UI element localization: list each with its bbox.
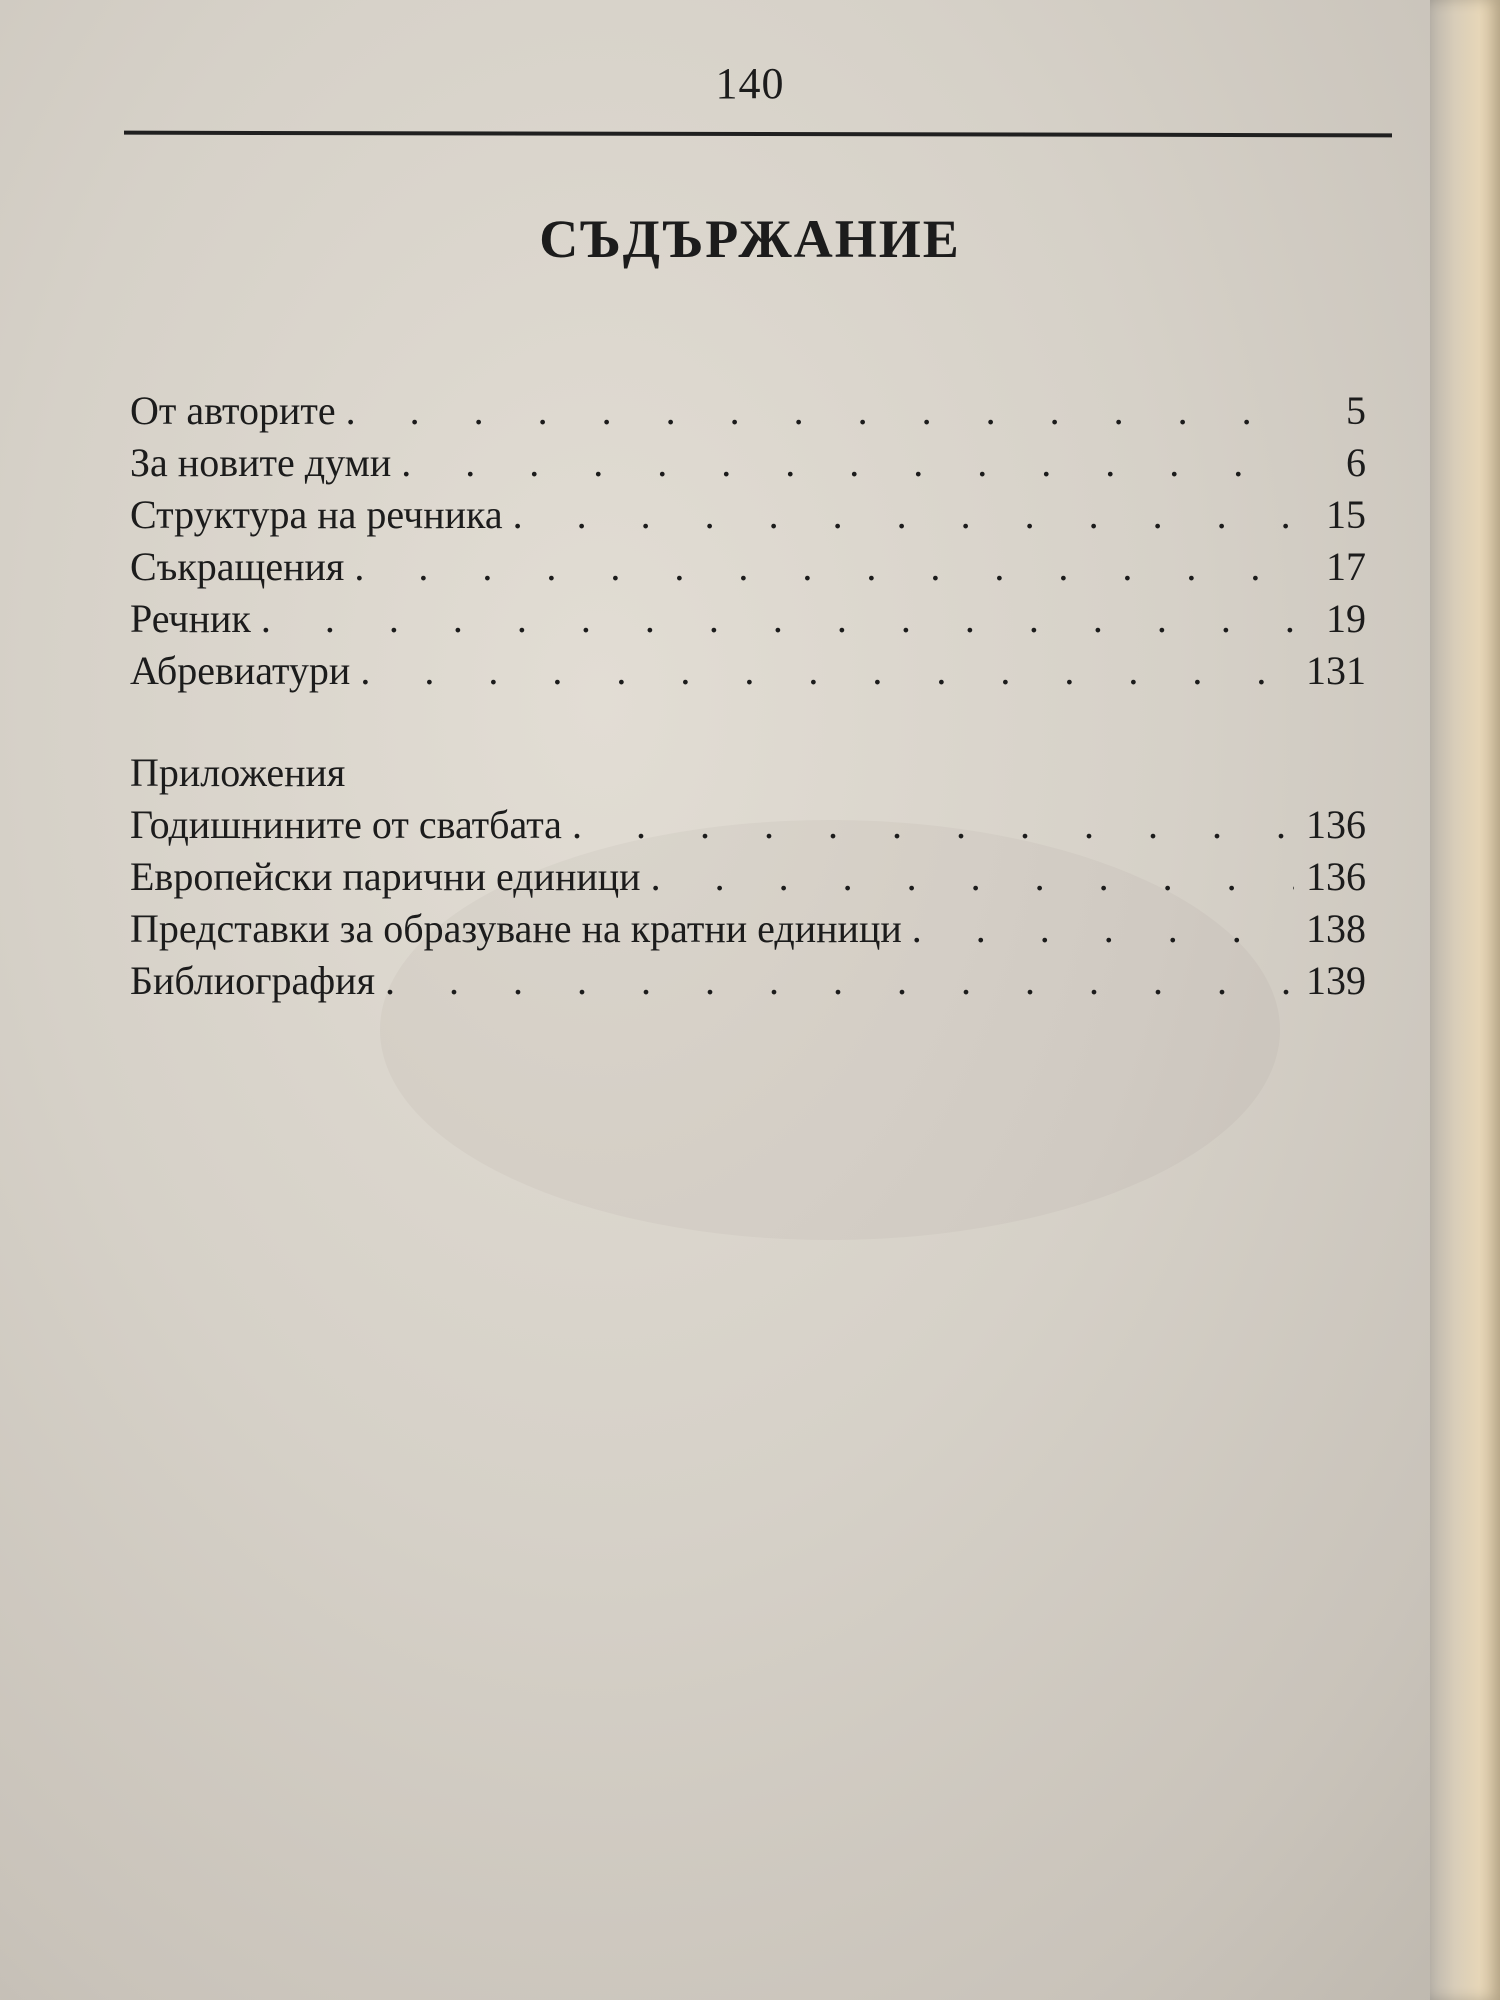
header-rule — [124, 131, 1392, 138]
toc-entry-label: Европейски парични единици — [130, 854, 641, 899]
toc-entry-page: 136 — [1306, 854, 1366, 899]
appendix-heading: Приложения — [130, 750, 346, 795]
toc-entry-label: Библиография — [130, 958, 375, 1003]
toc-leader-dots — [346, 385, 1298, 437]
toc-entry-label: Представки за образуване на кратни единици — [130, 906, 902, 951]
toc-entry-page: 139 — [1306, 958, 1366, 1003]
toc-entry — [130, 903, 1366, 955]
section-gap — [130, 697, 1366, 747]
toc-entry — [130, 851, 1366, 903]
toc-entry — [130, 799, 1366, 851]
adjacent-page-edge — [1430, 0, 1500, 2000]
toc-entry — [130, 385, 1366, 437]
toc-entry-label: За новите думи — [130, 440, 392, 485]
toc-entry — [130, 593, 1366, 645]
toc-entry-label: Структура на речника — [130, 492, 503, 537]
toc-leader-dots — [513, 489, 1298, 541]
toc-entry — [130, 955, 1366, 1007]
toc-entry-label: Речник — [130, 596, 251, 641]
page-number: 140 — [715, 59, 785, 108]
toc-entry-page: 17 — [1326, 544, 1366, 589]
toc-leader-dots — [360, 645, 1294, 697]
toc-entry-page: 5 — [1346, 388, 1366, 433]
toc-entry-page: 6 — [1346, 440, 1366, 485]
toc-entry-page: 15 — [1326, 492, 1366, 537]
toc-leader-dots — [385, 955, 1294, 1007]
toc-entry-label: Годишнините от сватбата — [130, 802, 562, 847]
toc-title: СЪДЪРЖАНИЕ — [539, 209, 961, 269]
toc-leader-dots — [912, 903, 1294, 955]
toc-leader-dots — [354, 541, 1298, 593]
toc-entry-label: Абревиатури — [130, 648, 351, 693]
toc-leader-dots — [572, 799, 1294, 851]
toc-entry-page: 131 — [1306, 648, 1366, 693]
toc-entry — [130, 645, 1366, 697]
toc-entry-page: 19 — [1326, 596, 1366, 641]
table-of-contents — [130, 385, 1366, 1007]
toc-entry — [130, 541, 1366, 593]
toc-entry-page: 136 — [1306, 802, 1366, 847]
toc-leader-dots — [261, 593, 1298, 645]
toc-entry-label: Съкращения — [130, 544, 345, 589]
toc-leader-dots — [651, 851, 1294, 903]
toc-entry — [130, 489, 1366, 541]
toc-leader-dots — [401, 437, 1298, 489]
toc-entry-page: 138 — [1306, 906, 1366, 951]
toc-entry-label: От авторите — [130, 388, 336, 433]
toc-entry — [130, 437, 1366, 489]
